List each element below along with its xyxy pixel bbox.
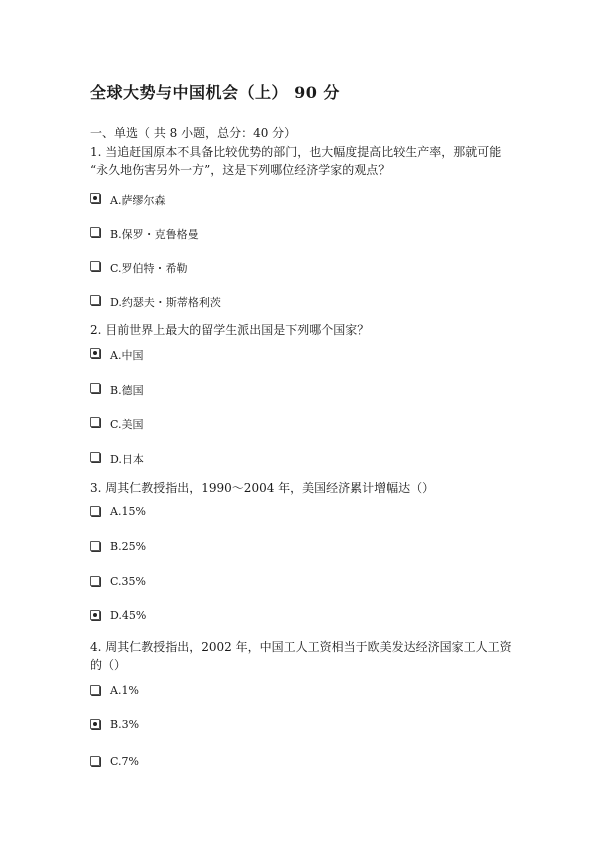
option-label: A.1% xyxy=(110,684,139,697)
radio-unchecked-icon[interactable] xyxy=(90,506,100,516)
question-text xyxy=(90,479,530,497)
option-label: D.45% xyxy=(110,609,147,622)
question-text xyxy=(90,143,530,179)
question-line: 的（） xyxy=(90,658,127,672)
question-line: “永久地伤害另外一方”，这是下列哪位经济学家的观点？ xyxy=(90,163,391,177)
radio-checked-icon[interactable] xyxy=(90,719,100,729)
radio-unchecked-icon[interactable] xyxy=(90,756,100,766)
radio-unchecked-icon[interactable] xyxy=(90,685,100,695)
option-label: B.25% xyxy=(110,540,147,553)
option-label: A.萨缪尔森 xyxy=(110,194,166,207)
option-label: A.中国 xyxy=(110,349,144,362)
radio-unchecked-icon[interactable] xyxy=(90,417,100,427)
option-label: D.日本 xyxy=(110,453,144,466)
option-label: A.15% xyxy=(110,505,146,518)
question-line: 3. 周其仁教授指出，1990～2004 年，美国经济累计增幅达（） xyxy=(90,481,435,495)
radio-unchecked-icon[interactable] xyxy=(90,576,100,586)
question-line: 2. 目前世界上最大的留学生派出国是下列哪个国家？ xyxy=(90,323,370,337)
option-label: C.7% xyxy=(110,755,139,768)
section-header: 一、单选（ 共 8 小题，总分：40 分） xyxy=(90,126,297,140)
page-title: 全球大势与中国机会（上） 90 分 xyxy=(90,83,340,102)
radio-unchecked-icon[interactable] xyxy=(90,227,100,237)
question-line: 4. 周其仁教授指出，2002 年，中国工人工资相当于欧美发达经济国家工人工资 xyxy=(90,640,512,654)
radio-unchecked-icon[interactable] xyxy=(90,261,100,271)
question-text xyxy=(90,321,530,339)
option-label: B.保罗・克鲁格曼 xyxy=(110,228,199,241)
radio-unchecked-icon[interactable] xyxy=(90,295,100,305)
radio-unchecked-icon[interactable] xyxy=(90,383,100,393)
question-line: 1. 当追赶国原本不具备比较优势的部门，也大幅度提高比较生产率，那就可能 xyxy=(90,145,502,159)
option-label: B.德国 xyxy=(110,384,144,397)
radio-checked-icon[interactable] xyxy=(90,193,100,203)
option-label: D.约瑟夫・斯蒂格利茨 xyxy=(110,296,221,309)
radio-unchecked-icon[interactable] xyxy=(90,452,100,462)
option-label: C.美国 xyxy=(110,418,144,431)
option-label: B.3% xyxy=(110,718,140,731)
radio-unchecked-icon[interactable] xyxy=(90,541,100,551)
radio-checked-icon[interactable] xyxy=(90,610,100,620)
question-text xyxy=(90,638,530,674)
option-label: C.罗伯特・希勒 xyxy=(110,262,188,275)
radio-checked-icon[interactable] xyxy=(90,348,100,358)
option-label: C.35% xyxy=(110,575,146,588)
